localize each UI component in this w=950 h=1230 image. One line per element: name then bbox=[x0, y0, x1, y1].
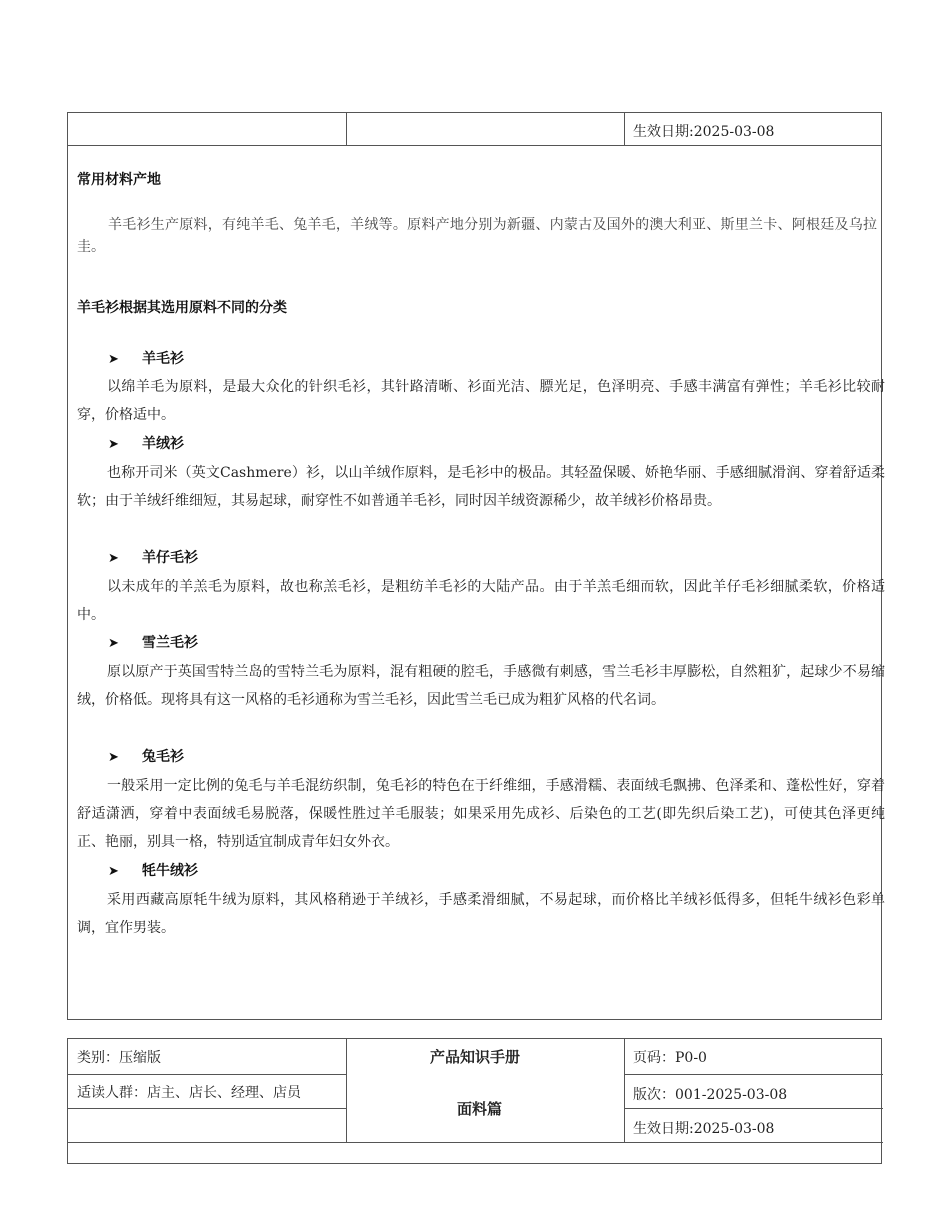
arrowhead-icon: ➤ bbox=[108, 750, 119, 765]
item-heading: ➤ 羊仔毛衫 bbox=[108, 550, 198, 566]
content-box bbox=[67, 145, 885, 1020]
header-divider bbox=[624, 113, 625, 146]
footer-audience: 适读人群：店主、店长、经理、店员 bbox=[77, 1085, 301, 1101]
arrowhead-icon: ➤ bbox=[108, 437, 119, 452]
footer-table bbox=[67, 1038, 882, 1164]
item-paragraph: 以绵羊毛为原料，是最大众化的针织毛衫，其针路清晰、衫面光洁、膘光足，色泽明亮、手感丰满富有弹性；羊毛衫比较耐穿，价格适中。 bbox=[77, 379, 885, 423]
header-table bbox=[67, 112, 882, 146]
footer-divider bbox=[68, 1108, 346, 1109]
footer-category: 类别：压缩版 bbox=[77, 1050, 161, 1066]
section-title-origin: 常用材料产地 bbox=[77, 172, 161, 188]
footer-subtitle: 面料篇 bbox=[457, 1100, 503, 1118]
footer-divider bbox=[624, 1108, 883, 1109]
header-effective-date: 生效日期:2025-03-08 bbox=[633, 124, 775, 140]
arrowhead-icon: ➤ bbox=[108, 864, 119, 879]
arrowhead-icon: ➤ bbox=[108, 352, 119, 367]
item-heading: ➤ 兔毛衫 bbox=[108, 749, 184, 765]
item-paragraph: 采用西藏高原牦牛绒为原料，其风格稍逊于羊绒衫，手感柔滑细腻，不易起球，而价格比羊绒衫低得多，但牦牛绒衫色彩单调，宜作男装。 bbox=[77, 892, 885, 936]
footer-page: 页码：P0-0 bbox=[633, 1050, 707, 1066]
item-heading: ➤ 雪兰毛衫 bbox=[108, 635, 198, 651]
item-heading: ➤ 牦牛绒衫 bbox=[108, 863, 198, 879]
arrowhead-icon: ➤ bbox=[108, 551, 119, 566]
item-paragraph: 一般采用一定比例的兔毛与羊毛混纺织制，兔毛衫的特色在于纤维细，手感滑糯、表面绒毛飘拂、色泽柔和、蓬松性好，穿着舒适潇洒，穿着中表面绒毛易脱落，保暖性胜过羊毛服装；如果采用先成衫、后染色的工艺(即先织后染工艺)，可使其色泽更纯正、艳丽，别具一格，特别适宜制成青年妇女外衣。 bbox=[77, 778, 885, 850]
item-paragraph: 原以原产于英国雪特兰岛的雪特兰毛为原料，混有粗硬的腔毛，手感微有刺感，雪兰毛衫丰厚膨松，自然粗犷，起球少不易缩绒，价格低。现将具有这一风格的毛衫通称为雪兰毛衫，因此雪兰毛已成为粗犷风格的代名词。 bbox=[77, 664, 885, 708]
footer-divider bbox=[68, 1142, 883, 1143]
footer-divider bbox=[346, 1039, 347, 1142]
item-paragraph: 以未成年的羊羔毛为原料，故也称羔毛衫，是粗纺羊毛衫的大陆产品。由于羊羔毛细而软，因此羊仔毛衫细腻柔软，价格适中。 bbox=[77, 579, 885, 623]
footer-divider bbox=[624, 1074, 883, 1075]
footer-divider bbox=[68, 1074, 346, 1075]
footer-title: 产品知识手册 bbox=[430, 1048, 521, 1066]
footer-divider bbox=[624, 1039, 625, 1142]
header-divider bbox=[346, 113, 347, 146]
origin-paragraph: 羊毛衫生产原料，有纯羊毛、兔羊毛，羊绒等。原料产地分别为新疆、内蒙古及国外的澳大利亚、斯里兰卡、阿根廷及乌拉圭。 bbox=[77, 217, 877, 255]
footer-version: 版次：001-2025-03-08 bbox=[633, 1087, 788, 1103]
arrowhead-icon: ➤ bbox=[108, 636, 119, 651]
item-heading: ➤ 羊绒衫 bbox=[108, 436, 184, 452]
item-paragraph: 也称开司米（英文Cashmere）衫，以山羊绒作原料，是毛衫中的极品。其轻盈保暖、娇艳华丽、手感细腻滑润、穿着舒适柔软；由于羊绒纤维细短，其易起球，耐穿性不如普通羊毛衫，同时因羊绒资源稀少，故羊绒衫价格昂贵。 bbox=[77, 465, 885, 509]
item-heading: ➤ 羊毛衫 bbox=[108, 351, 184, 367]
section-title-category: 羊毛衫根据其选用原料不同的分类 bbox=[77, 300, 287, 316]
footer-effective-date: 生效日期:2025-03-08 bbox=[633, 1121, 775, 1137]
